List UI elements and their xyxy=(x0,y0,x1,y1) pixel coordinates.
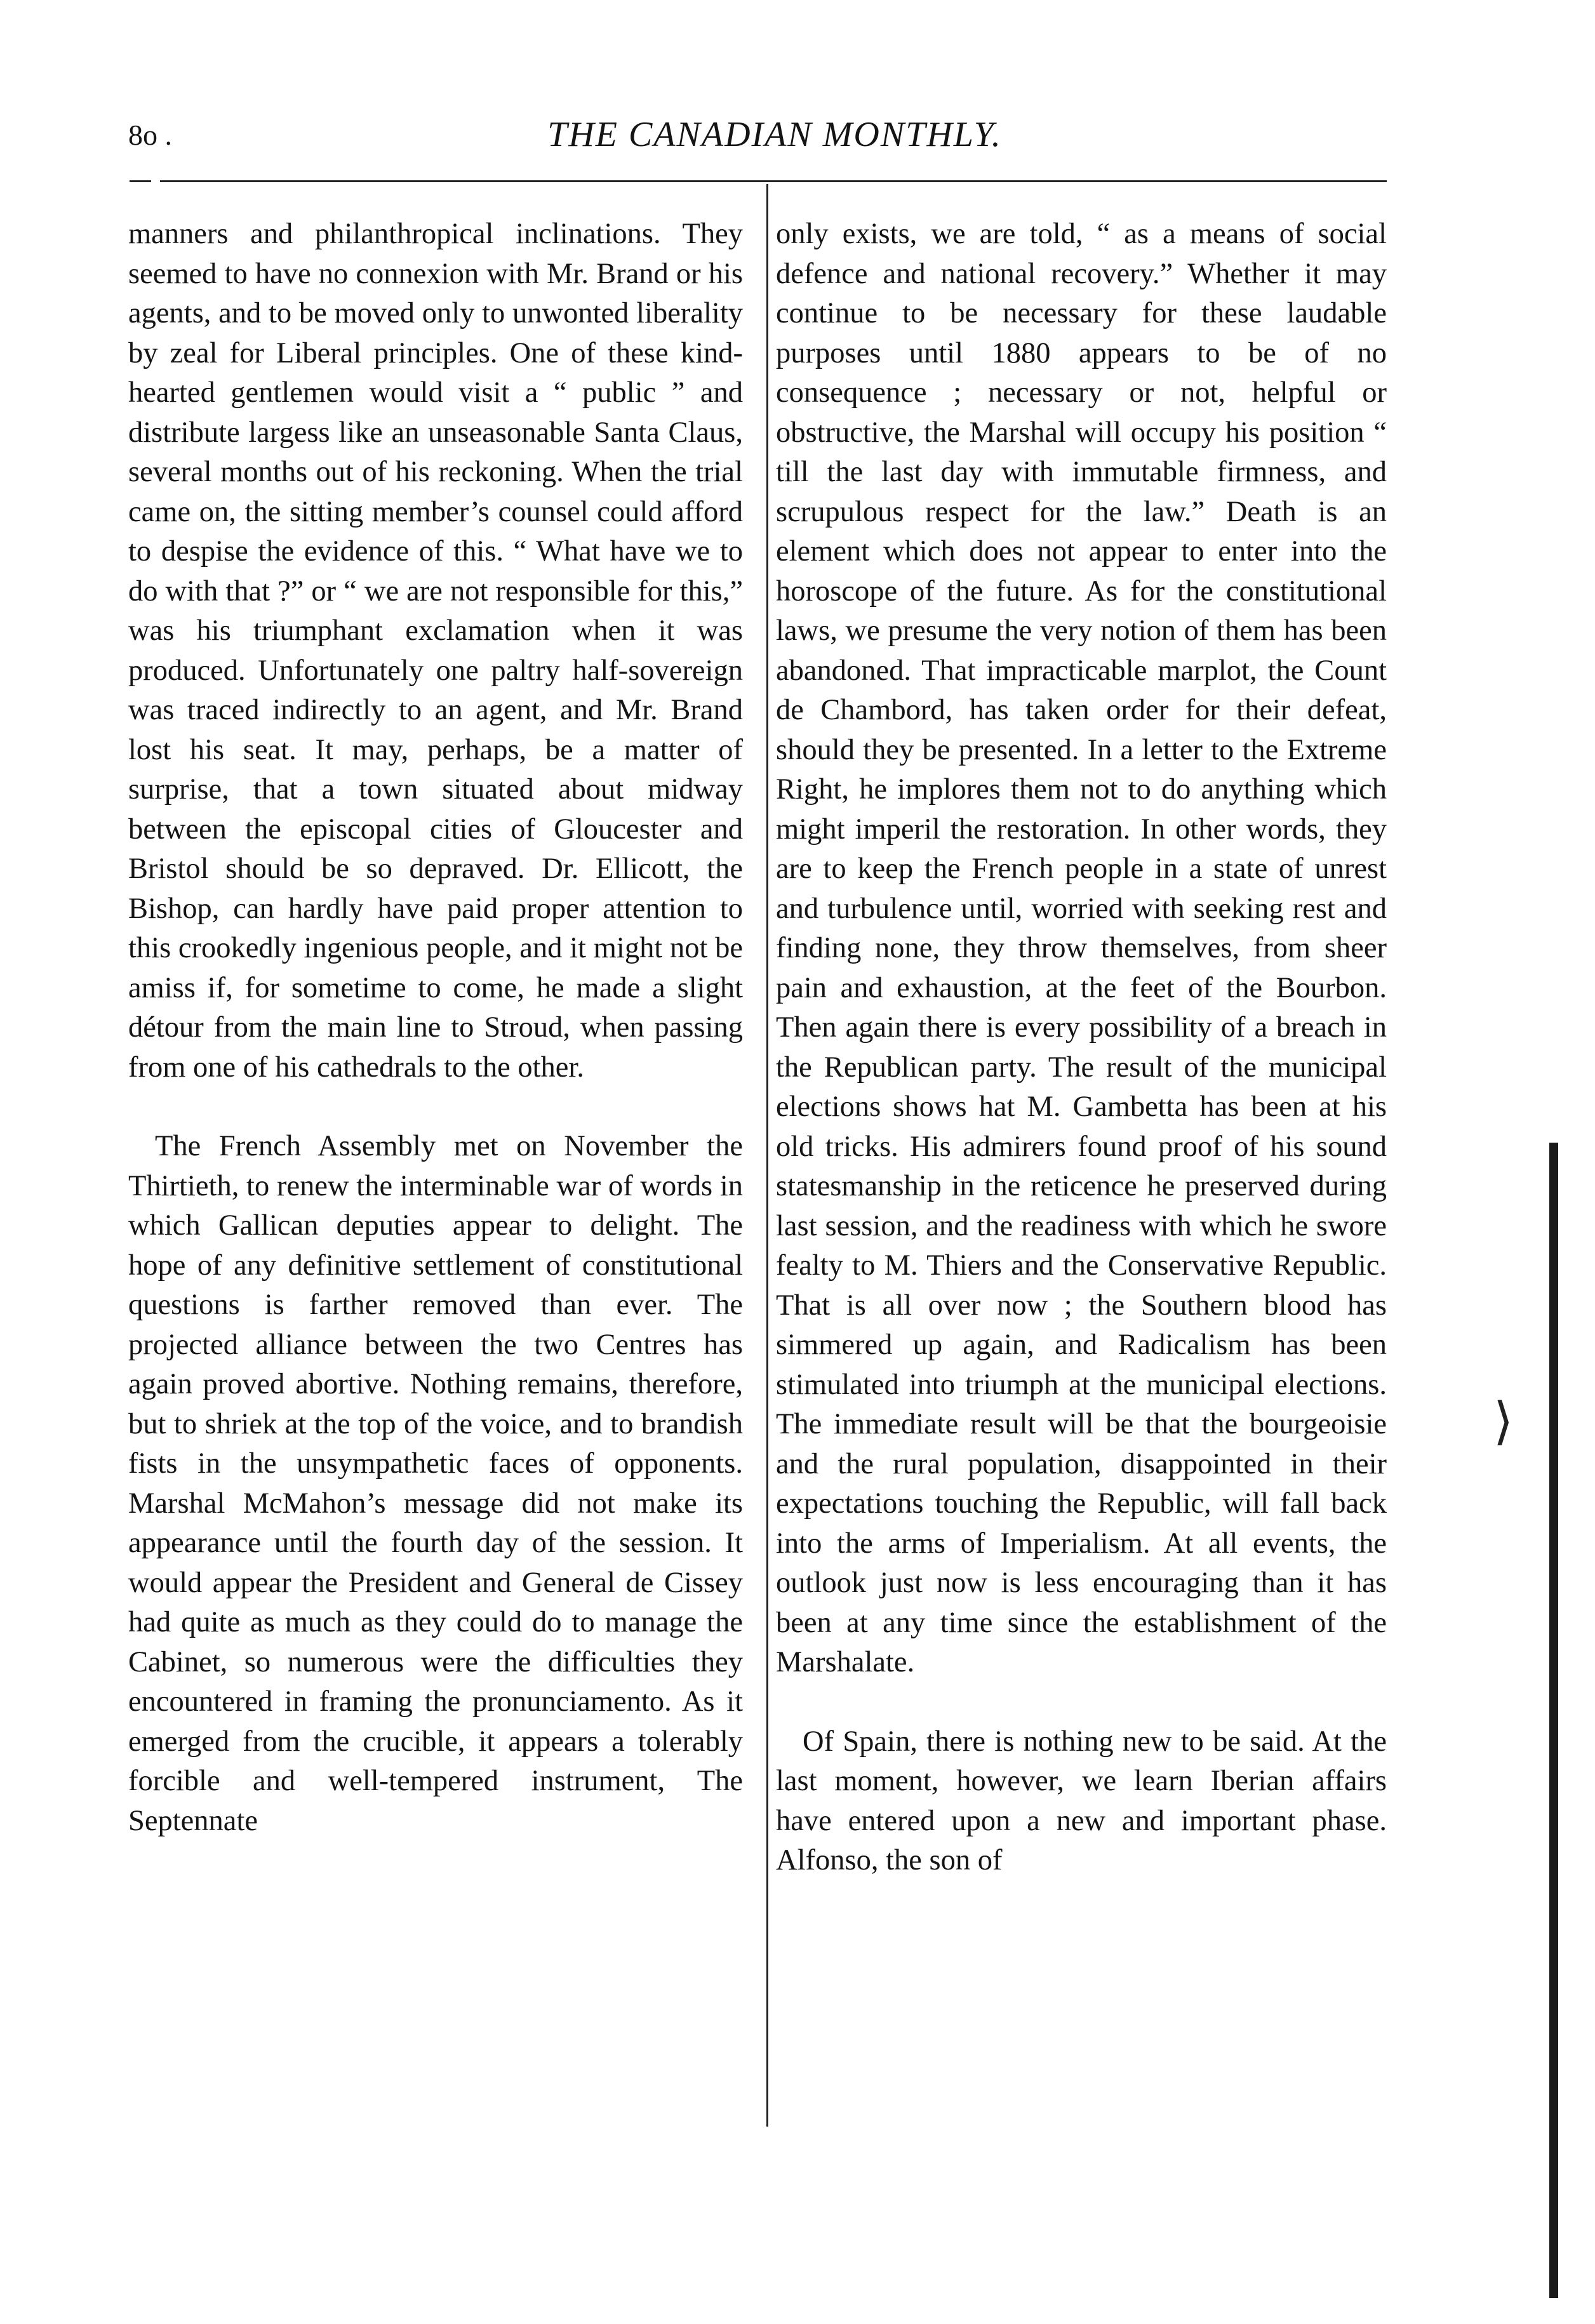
right-paragraph-1: only exists, we are told, “ as a means of social defence and national recovery.” Whether it may continue to be necessary for these laudable purposes until 1880 appears to be of no consequence ; necessary or not, helpful or obstructive, the Marshal will occupy his position “ till the last day with immutable firmness, and scrupulous respect for the law.” Death is an element which does not appear to enter into the horoscope of the future. As for the constitutional laws, we presume the very notion of them has been abandoned. That impracticable marplot, the Count de Chambord, has taken order for their defeat, should they be presented. In a letter to the Extreme Right, he implores them not to do anything which might imperil the restoration. In other words, they are to keep the French people in a state of unrest and turbulence until, worried with seeking rest and finding none, they throw themselves, from sheer pain and exhaustion, at the feet of the Bourbon. Then again there is every possibility of a breach in the Republican party. The result of the municipal elections shows hat M. Gambetta has been at his old tricks. His admirers found proof of his sound statesmanship in the reticence he preserved during last session, and the readiness with which he swore fealty to M. Thiers and the Conservative Republic. That is all over now ; the Southern blood has simmered up again, and Radicalism has been stimulated into triumph at the municipal elections. The immediate result will be that the bourgeoisie and the rural population, disappointed in their expectations touching the Republic, will fall back into the arms of Imperialism. At all events, the outlook just now is less encouraging than it has been at any time since the establishment of the Marshalate. xyxy=(776,218,1387,1678)
column-rule xyxy=(766,184,768,2127)
running-title: THE CANADIAN MONTHLY. xyxy=(547,115,1002,154)
page-number: 8o . xyxy=(128,119,172,151)
header-dash xyxy=(130,180,151,182)
right-paragraph-2: Of Spain, there is nothing new to be said. At the last moment, however, we learn Iberian affairs have entered upon a new and important phase. Alfonso, the son of xyxy=(776,1725,1387,1876)
binding-margin-bar xyxy=(1549,1143,1558,2298)
left-paragraph-2: The French Assembly met on November the Thirtieth, to renew the interminable war of words in which Gallican deputies appear to delight. The hope of any definitive settlement of constitutional questions is farther removed than ever. The projected alliance between the two Centres has again proved abortive. Nothing remains, therefore, but to shriek at the top of the voice, and to brandish fists in the unsympathetic faces of opponents. Marshal McMahon’s message did not make its appearance until the fourth day of the session. It would appear the President and General de Cissey had quite as much as they could do to manage the Cabinet, so numerous were the difficulties they encountered in framing the pronunciamento. As it emerged from the crucible, it appears a tolerably forcible and well-tempered instrument, The Septennate xyxy=(128,1130,743,1837)
margin-bracket-mark: ⟩ xyxy=(1493,1394,1514,1450)
left-paragraph-1: manners and philanthropical inclinations. They seemed to have no connexion with Mr. Brand or his agents, and to be moved only to unwonted liberality by zeal for Liberal principles. One of these kind-hearted gentlemen would visit a “ public ” and distribute largess like an unseasonable Santa Claus, several months out of his reckoning. When the trial came on, the sitting member’s counsel could afford to despise the evidence of this. “ What have we to do with that ?” or “ we are not responsible for this,” was his triumphant exclamation when it was produced. Unfortunately one paltry half-sovereign was traced indirectly to an agent, and Mr. Brand lost his seat. It may, perhaps, be a matter of surprise, that a town situated about midway between the episcopal cities of Gloucester and Bristol should be so depraved. Dr. Ellicott, the Bishop, can hardly have paid proper attention to this crookedly ingenious people, and it might not be amiss if, for sometime to come, he made a slight détour from the main line to Stroud, when passing from one of his cathedrals to the other. xyxy=(128,218,743,1084)
right-column xyxy=(776,215,1387,1881)
header-rule xyxy=(160,180,1387,182)
left-column xyxy=(128,215,743,1841)
